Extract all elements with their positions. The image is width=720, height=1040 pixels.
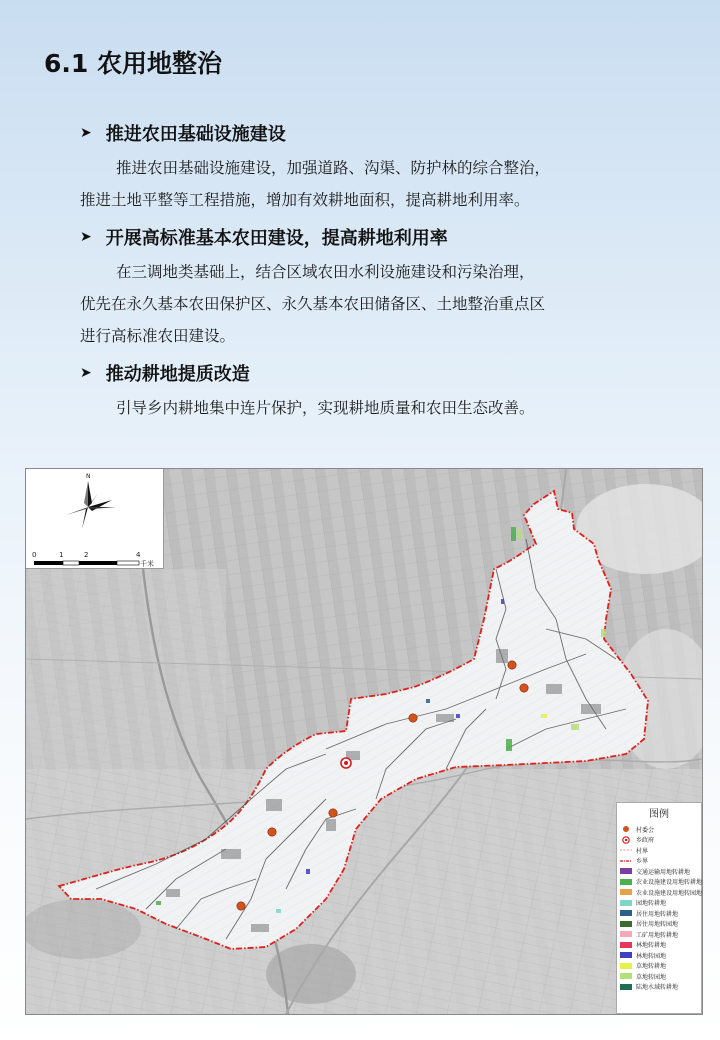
legend-item xyxy=(617,866,701,877)
land-consolidation-map xyxy=(25,468,703,1015)
scale-tick-label: 4 xyxy=(136,551,141,559)
section-text-line: 推进农田基础设施建设，加强道路、沟渠、防护林的综合整治， xyxy=(116,159,551,177)
legend-item xyxy=(617,908,701,919)
scale-tick-label: 0 xyxy=(32,551,37,559)
legend-symbol xyxy=(620,825,632,833)
legend-item xyxy=(617,856,701,867)
legend-item xyxy=(617,950,701,961)
legend-symbol xyxy=(620,857,632,865)
legend-item xyxy=(617,982,701,993)
legend-item xyxy=(617,877,701,888)
legend-item xyxy=(617,835,701,846)
legend-swatch xyxy=(620,910,632,916)
section-text-line: 进行高标准农田建设。 xyxy=(80,327,236,345)
legend-label: 草地转耕地 xyxy=(636,963,667,971)
section-heading: 开展高标准基本农田建设，提高耕地利用率 xyxy=(105,228,448,249)
section-high-standard xyxy=(80,224,680,352)
legend-label: 林地转园地 xyxy=(636,952,667,960)
township-government-marker xyxy=(341,758,351,768)
legend-label: 居住用地转园地 xyxy=(636,921,679,929)
section-infrastructure xyxy=(80,120,680,216)
legend-swatch xyxy=(620,868,632,874)
legend-item xyxy=(617,940,701,951)
arrow-bullet-icon: ➤ xyxy=(80,125,92,141)
village-committee-marker xyxy=(520,684,528,692)
legend-swatch xyxy=(620,952,632,958)
page-title: 6.1 农用地整治 xyxy=(44,49,222,78)
legend-item xyxy=(617,898,701,909)
legend-item xyxy=(617,971,701,982)
legend-title: 图例 xyxy=(649,809,669,820)
section-quality xyxy=(80,360,680,424)
village-committee-marker xyxy=(268,828,276,836)
legend-label: 交通运输用地转耕地 xyxy=(636,868,691,876)
legend-label: 农业设施建设用地转园地 xyxy=(636,889,703,897)
map-legend xyxy=(616,802,702,1014)
north-arrow-icon xyxy=(66,481,116,529)
village-committee-marker xyxy=(329,809,337,817)
legend-swatch xyxy=(620,889,632,895)
legend-symbol xyxy=(620,836,632,844)
scale-tick-label: 2 xyxy=(84,551,89,559)
legend-item xyxy=(617,845,701,856)
arrow-bullet-icon: ➤ xyxy=(80,229,92,245)
legend-label: 村界 xyxy=(636,847,649,855)
legend-swatch xyxy=(620,984,632,990)
legend-item xyxy=(617,961,701,972)
village-committee-marker xyxy=(508,661,516,669)
section-text-line: 优先在永久基本农田保护区、永久基本农田储备区、土地整治重点区 xyxy=(80,295,546,313)
legend-label: 陆地水域转耕地 xyxy=(636,984,679,992)
legend-item xyxy=(617,929,701,940)
legend-label: 工矿用地转耕地 xyxy=(636,931,679,939)
legend-item xyxy=(617,919,701,930)
arrow-bullet-icon: ➤ xyxy=(80,365,92,381)
legend-swatch xyxy=(620,963,632,969)
legend-swatch xyxy=(620,942,632,948)
legend-label: 乡界 xyxy=(636,858,649,866)
village-committee-marker xyxy=(237,902,245,910)
legend-item xyxy=(617,887,701,898)
section-heading: 推进农田基础设施建设 xyxy=(105,124,286,145)
legend-item xyxy=(617,824,701,835)
legend-label: 农业设施建设用地转耕地 xyxy=(636,879,703,887)
scale-tick-label: 1 xyxy=(59,551,64,559)
legend-swatch xyxy=(620,900,632,906)
legend-swatch xyxy=(620,879,632,885)
north-label: N xyxy=(86,473,91,480)
section-heading: 推动耕地提质改造 xyxy=(105,364,250,385)
section-text-line: 推进土地平整等工程措施，增加有效耕地面积，提高耕地利用率。 xyxy=(80,191,530,209)
legend-label: 园地转耕地 xyxy=(636,900,667,908)
legend-symbol xyxy=(620,846,632,854)
compass-scale-box xyxy=(26,469,164,569)
legend-label: 村委会 xyxy=(636,826,655,834)
legend-label: 林地转耕地 xyxy=(636,942,667,950)
legend-label: 乡政府 xyxy=(636,837,655,845)
legend-swatch xyxy=(620,921,632,927)
scale-unit-label: 千米 xyxy=(140,560,154,568)
legend-label: 居住用地转耕地 xyxy=(636,910,679,918)
section-text-line: 在三调地类基础上，结合区域农田水利设施建设和污染治理， xyxy=(116,263,535,281)
legend-swatch xyxy=(620,973,632,979)
section-text-line: 引导乡内耕地集中连片保护，实现耕地质量和农田生态改善。 xyxy=(116,399,535,417)
village-committee-marker xyxy=(409,714,417,722)
legend-label: 草地转园地 xyxy=(636,973,667,981)
legend-swatch xyxy=(620,931,632,937)
